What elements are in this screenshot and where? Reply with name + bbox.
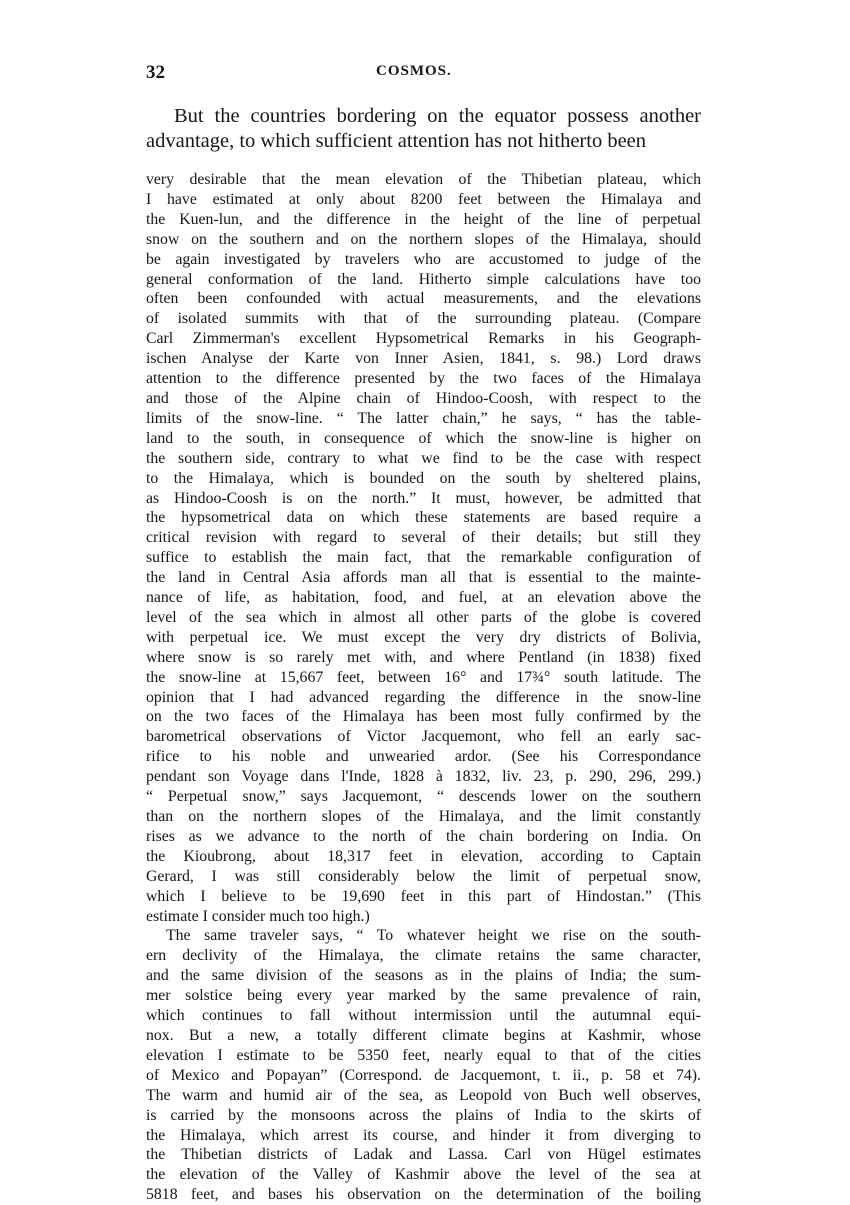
footnote-line: and the same division of the seasons as in the plains of India; the sum- [146,967,701,985]
footnote-line: land to the south, in consequence of which the snow-line is higher on [146,429,701,447]
footnote-line: 5818 feet, and bases his observation on the determination of the boiling [146,1186,701,1204]
footnote-line: level of the sea which in almost all other parts of the globe is covered [146,608,701,626]
footnote-line: attention to the difference presented by the two faces of the Himalaya [146,370,701,388]
footnote-line: estimate I consider much too high.) [146,907,370,925]
footnote-line: critical revision with regard to several of their details; but still they [146,529,701,547]
footnote-line: the Himalaya, which arrest its course, and hinder it from diverging to [146,1126,701,1144]
footnote-line: the southern side, contrary to what we find to be the case with respect [146,449,701,467]
main-paragraph: But the countries bordering on the equator possess another advantage, to which sufficient attention has not hitherto been [146,105,701,152]
footnote-line: the hypsometrical data on which these statements are based require a [146,509,701,527]
running-head-title: COSMOS. [376,63,452,79]
footnote-line: ern declivity of the Himalaya, the climate retains the same character, [146,947,701,965]
footnote-line: on the two faces of the Himalaya has been most fully confirmed by the [146,708,701,726]
footnote-line: as Hindoo-Coosh is on the north.” It must, however, be admitted that [146,489,701,507]
footnote-line: with perpetual ice. We must except the very dry districts of Bolivia, [146,628,701,646]
footnote-line: be again investigated by travelers who are accustomed to judge of the [146,250,701,268]
footnote-line: Carl Zimmerman's excellent Hypsometrical Remarks in his Geograph- [146,330,701,348]
footnote-line: I have estimated at only about 8200 feet between the Himalaya and [146,190,701,208]
footnote-line: general conformation of the land. Hitherto simple calculations have too [146,270,701,288]
footnote-line: barometrical observations of Victor Jacquemont, who fell an early sac- [146,728,701,746]
footnote-line: often been confounded with actual measurements, and the elevations [146,290,701,308]
footnote-line: mer solstice being every year marked by the same prevalence of rain, [146,987,701,1005]
footnote-line: of isolated summits with that of the surrounding plateau. (Compare [146,310,701,328]
footnote-line: ischen Analyse der Karte von Inner Asien, 1841, s. 98.) Lord draws [146,350,701,368]
footnote-line: and those of the Alpine chain of Hindoo-Coosh, with respect to the [146,389,701,407]
footnote-line: pendant son Voyage dans l'Inde, 1828 à 1832, liv. 23, p. 290, 296, 299.) [146,768,701,786]
footnote-line: than on the northern slopes of the Himalaya, and the limit constantly [146,808,701,825]
footnote-line: “ Perpetual snow,” says Jacquemont, “ descends lower on the southern [146,788,701,806]
page-number: 32 [146,62,165,83]
footnote-line: which continues to fall without intermission until the autumnal equi- [146,1007,701,1025]
running-head [146,62,701,92]
footnote-line: The same traveler says, “ To whatever height we rise on the south- [166,927,701,945]
footnote-line: The warm and humid air of the sea, as Leopold von Buch well observes, [146,1086,701,1104]
footnote-block [146,170,701,1205]
footnote-line: where snow is so rarely met with, and where Pentland (in 1838) fixed [146,648,701,666]
footnote-line: the snow-line at 15,667 feet, between 16° and 17¾° south latitude. The [146,668,701,686]
footnote-line: elevation I estimate to be 5350 feet, nearly equal to that of the cities [146,1046,701,1064]
footnote-line: to the Himalaya, which is bounded on the south by sheltered plains, [146,469,701,487]
book-page [146,62,701,1205]
footnote-line: which I believe to be 19,690 feet in this part of Hindostan.” (This [146,887,701,905]
footnote-line: opinion that I had advanced regarding the difference in the snow-line [146,688,701,706]
footnote-line: very desirable that the mean elevation of the Thibetian plateau, which [146,171,701,188]
footnote-line: the elevation of the Valley of Kashmir above the level of the sea at [146,1166,701,1184]
footnote-line: nox. But a new, a totally different climate begins at Kashmir, whose [146,1026,701,1044]
footnote-line: limits of the snow-line. “ The latter chain,” he says, “ has the table- [146,409,701,427]
footnote-line: the land in Central Asia affords man all that is essential to the mainte- [146,569,701,587]
footnote-line: of Mexico and Popayan” (Correspond. de Jacquemont, t. ii., p. 58 et 74). [146,1066,701,1084]
footnote-line: nance of life, as habitation, food, and fuel, at an elevation above the [146,589,701,607]
footnote-line: rises as we advance to the north of the chain bordering on India. On [146,827,701,845]
footnote-line: Gerard, I was still considerably below the limit of perpetual snow, [146,867,701,885]
footnote-line: the Kuen-lun, and the difference in the height of the line of perpetual [146,210,701,228]
footnote-line: snow on the southern and on the northern slopes of the Himalaya, should [146,230,701,248]
footnote-line: rifice to his noble and unwearied ardor. (See his Correspondance [146,748,701,766]
footnote-line: the Thibetian districts of Ladak and Lassa. Carl von Hügel estimates [146,1146,701,1164]
footnote-line: the Kioubrong, about 18,317 feet in elevation, according to Captain [146,847,701,865]
footnote-line: is carried by the monsoons across the plains of India to the skirts of [146,1106,701,1124]
footnote-line: suffice to establish the main fact, that the remarkable configuration of [146,549,701,567]
